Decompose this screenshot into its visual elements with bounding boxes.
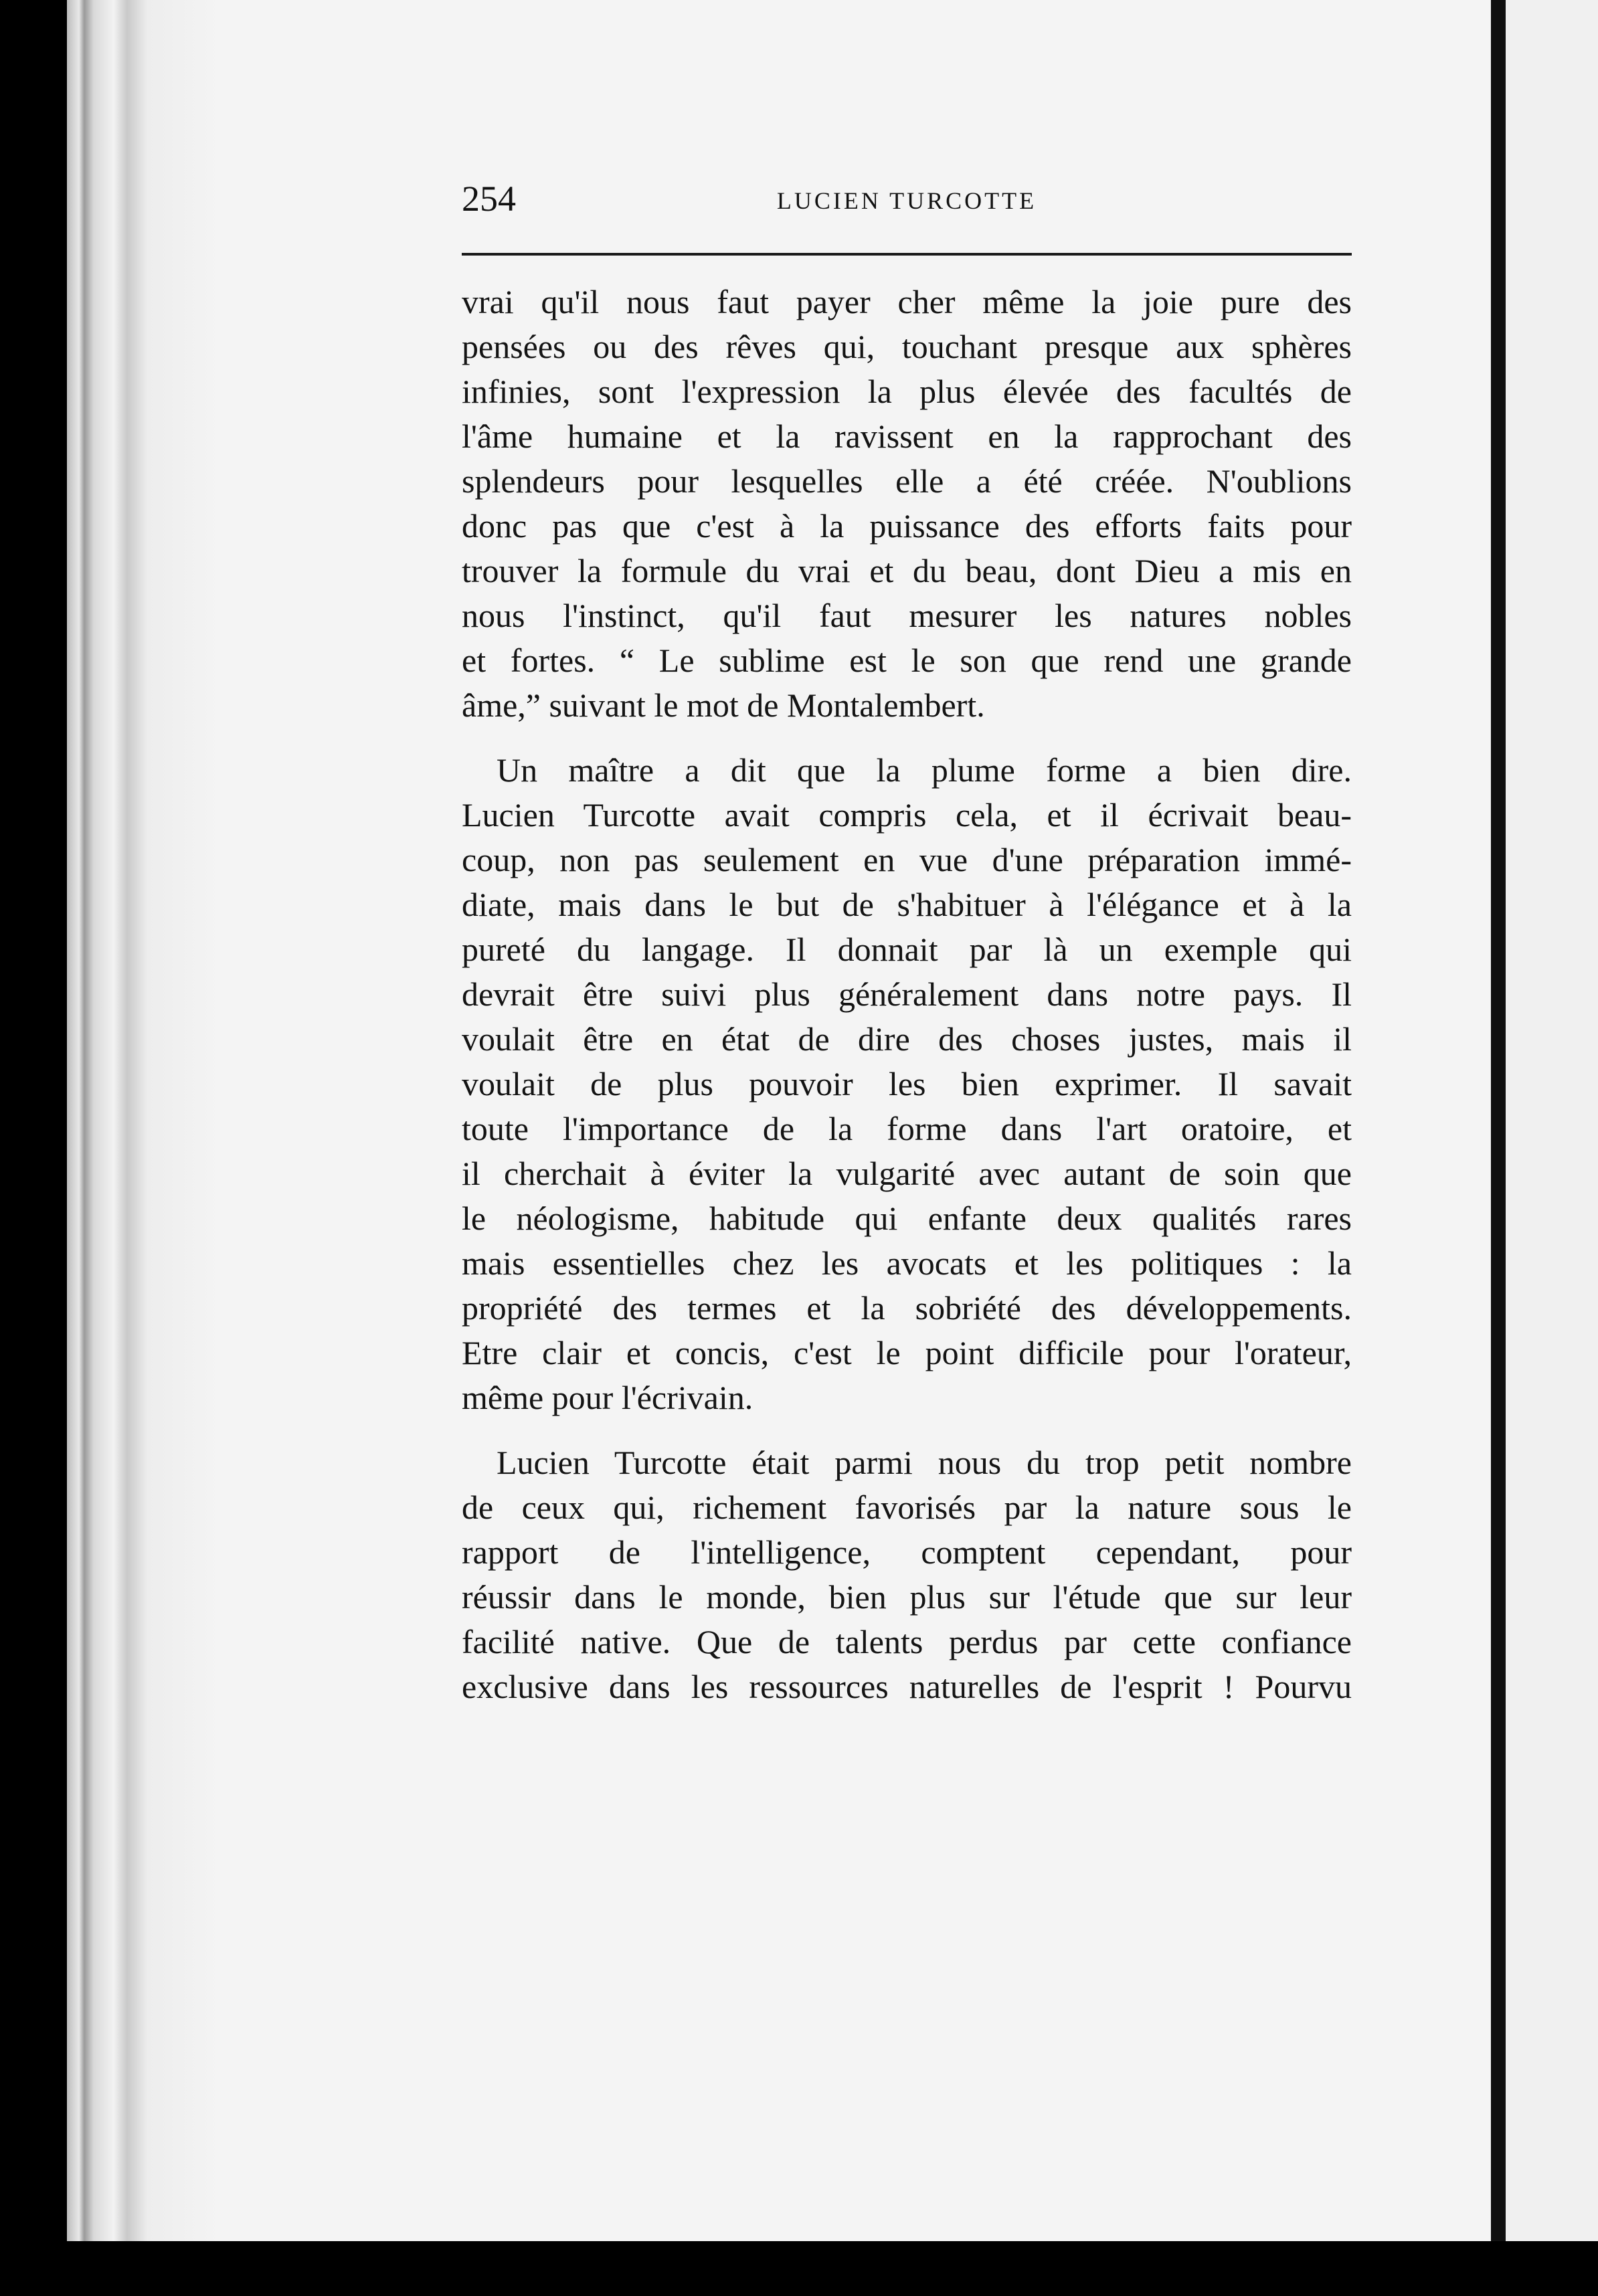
paragraph-2 bbox=[462, 748, 1352, 1420]
running-head: LUCIEN TURCOTTE bbox=[776, 187, 1037, 214]
text-line: facilité native. Que de talents perdus par cette confiance bbox=[462, 1623, 1352, 1660]
text-line: et fortes. “ Le sublime est le son que rend une grande bbox=[462, 642, 1352, 679]
scan-bottom-border bbox=[0, 2241, 1598, 2296]
text-line: il cherchait à éviter la vulgarité avec autant de soin que bbox=[462, 1155, 1352, 1192]
text-line: réussir dans le monde, bien plus sur l'étude que sur leur bbox=[462, 1578, 1352, 1616]
text-line: propriété des termes et la sobriété des développements. bbox=[462, 1289, 1352, 1327]
text-line: Etre clair et concis, c'est le point difficile pour l'orateur, bbox=[462, 1334, 1352, 1371]
text-line: devrait être suivi plus généralement dans notre pays. Il bbox=[462, 975, 1352, 1013]
header-rule bbox=[462, 253, 1352, 256]
text-line: l'âme humaine et la ravissent en la rapprochant des bbox=[462, 417, 1352, 455]
text-line: Lucien Turcotte était parmi nous du trop petit nombre bbox=[497, 1444, 1352, 1481]
text-line: diate, mais dans le but de s'habituer à l'élégance et à la bbox=[462, 886, 1352, 923]
text-line: pureté du langage. Il donnait par là un exemple qui bbox=[462, 931, 1352, 968]
text-line: voulait de plus pouvoir les bien exprimer. Il savait bbox=[462, 1065, 1352, 1103]
text-line: trouver la formule du vrai et du beau, dont Dieu a mis en bbox=[462, 552, 1352, 589]
page-header bbox=[462, 175, 1352, 222]
page-stack-edges bbox=[67, 0, 221, 2261]
text-line: âme,” suivant le mot de Montalembert. bbox=[462, 686, 985, 724]
paragraph-1 bbox=[462, 280, 1352, 728]
text-line: le néologisme, habitude qui enfante deux qualités rares bbox=[462, 1200, 1352, 1237]
page-gutter-shadow bbox=[1491, 0, 1506, 2261]
text-line: rapport de l'intelligence, comptent cependant, pour bbox=[462, 1533, 1352, 1571]
text-line: mais essentielles chez les avocats et les politiques : la bbox=[462, 1244, 1352, 1282]
text-line: vrai qu'il nous faut payer cher même la joie pure des bbox=[462, 283, 1352, 320]
text-line: Un maître a dit que la plume forme a bien dire. bbox=[497, 751, 1352, 789]
text-line: Lucien Turcotte avait compris cela, et il écrivait beau- bbox=[462, 796, 1352, 834]
paragraph-3 bbox=[462, 1440, 1352, 1709]
text-line: infinies, sont l'expression la plus élevée des facultés de bbox=[462, 373, 1352, 410]
text-line: même pour l'écrivain. bbox=[462, 1379, 753, 1416]
text-line: toute l'importance de la forme dans l'art oratoire, et bbox=[462, 1110, 1352, 1147]
text-line: nous l'instinct, qu'il faut mesurer les natures nobles bbox=[462, 597, 1352, 634]
text-line: splendeurs pour lesquelles elle a été créée. N'oublions bbox=[462, 462, 1352, 500]
text-line: exclusive dans les ressources naturelles de l'esprit ! Pourvu bbox=[462, 1668, 1352, 1705]
text-line: pensées ou des rêves qui, touchant presque aux sphères bbox=[462, 328, 1352, 365]
text-line: voulait être en état de dire des choses justes, mais il bbox=[462, 1020, 1352, 1058]
text-line: de ceux qui, richement favorisés par la nature sous le bbox=[462, 1489, 1352, 1526]
next-page-edge bbox=[1506, 0, 1598, 2248]
text-line: donc pas que c'est à la puissance des efforts faits pour bbox=[462, 507, 1352, 545]
page-number: 254 bbox=[462, 179, 516, 219]
body-text bbox=[462, 280, 1352, 1709]
text-line: coup, non pas seulement en vue d'une préparation immé- bbox=[462, 841, 1352, 878]
